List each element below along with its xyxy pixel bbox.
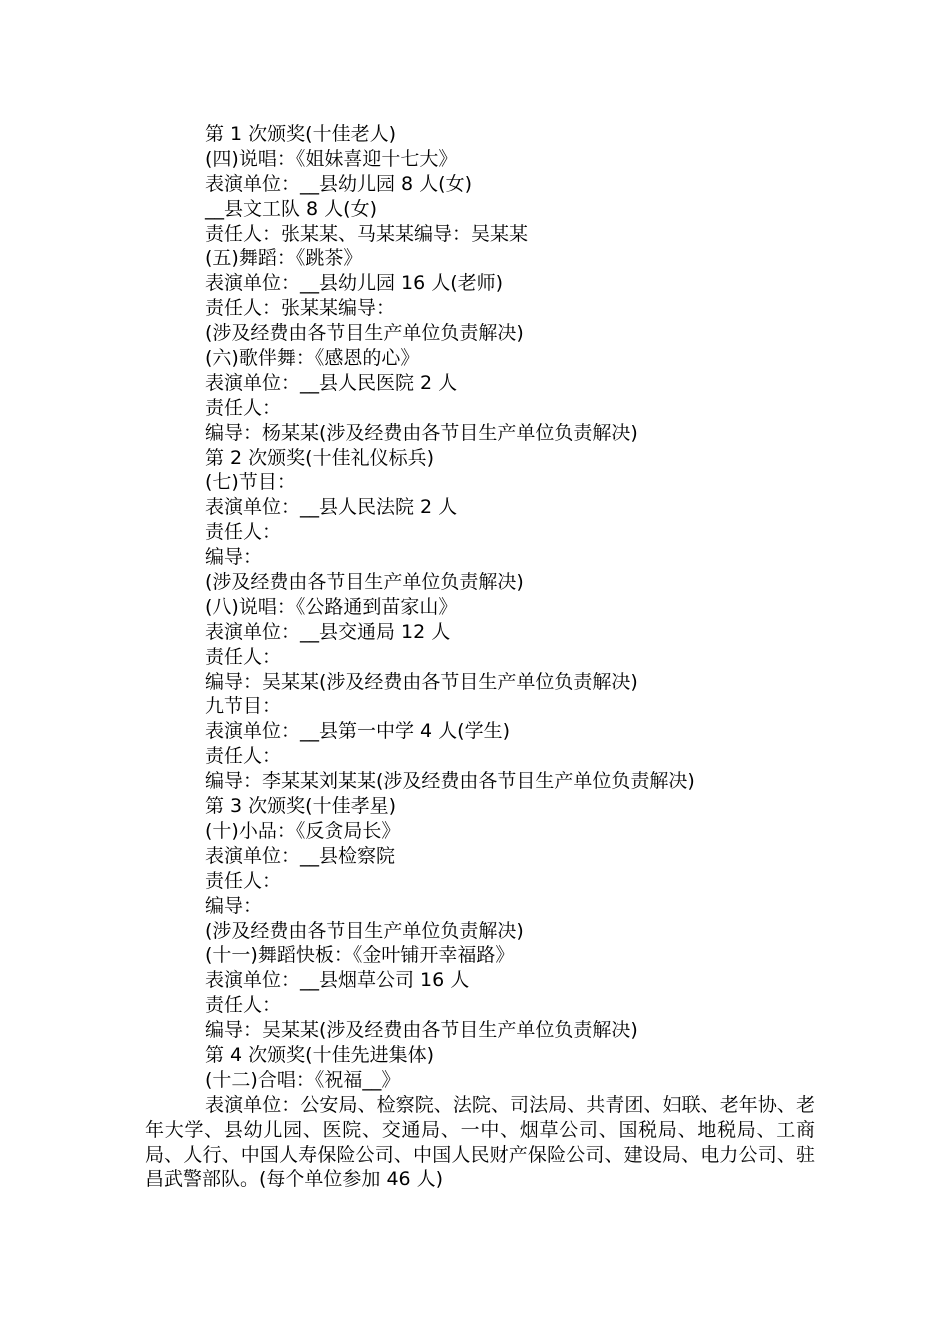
text-line: (涉及经费由各节目生产单位负责解决) [205,919,524,942]
text-line: 表演单位：__县幼儿园 8 人(女) [205,172,472,195]
text-line: __县文工队 8 人(女) [205,197,377,220]
text-line: 第 2 次颁奖(十佳礼仪标兵) [205,446,434,469]
text-line: 编导： [205,894,263,917]
text-line: 九节目： [205,695,282,718]
text-line: 表演单位：__县人民医院 2 人 [205,371,458,394]
text-line: 责任人： [205,396,282,419]
text-line: (六)歌伴舞：《感恩的心》 [205,347,420,370]
text-line: (四)说唱：《姐妹喜迎十七大》 [205,147,458,170]
text-line: 责任人：张某某、马某某编导：吴某某 [205,222,529,245]
text-line: 编导：李某某刘某某(涉及经费由各节目生产单位负责解决) [205,770,695,793]
text-line: 编导：吴某某(涉及经费由各节目生产单位负责解决) [205,670,638,693]
text-line: 第 4 次颁奖(十佳先进集体) [205,1043,434,1066]
text-line: 表演单位：__县幼儿园 16 人(老师) [205,272,504,295]
text-line: 表演单位：__县交通局 12 人 [205,620,451,643]
text-line: 责任人： [205,869,282,892]
text-line: (七)节目： [205,471,296,494]
document-body [145,122,815,1192]
text-line: (十一)舞蹈快板：《金叶铺开幸福路》 [205,944,515,967]
text-line: 责任人： [205,745,282,768]
text-line: (十)小品：《反贪局长》 [205,819,401,842]
text-line: 编导：杨某某(涉及经费由各节目生产单位负责解决) [205,421,638,444]
text-line: 责任人： [205,645,282,668]
text-line: (五)舞蹈：《跳茶》 [205,247,363,270]
text-line: 责任人： [205,521,282,544]
text-line: 编导： [205,546,263,569]
text-line: (八)说唱：《公路通到苗家山》 [205,595,458,618]
text-line: (十二)合唱：《祝福__》 [205,1068,401,1091]
text-line: 表演单位：__县人民法院 2 人 [205,496,458,519]
performers-paragraph: 表演单位：公安局、检察院、法院、司法局、共青团、妇联、老年协、老年大学、县幼儿园、医院、交通局、一中、烟草公司、国税局、地税局、工商局、人行、中国人寿保险公司、中国人民财产保险公司、建设局、电力公司、驻昌武警部队。(每个单位参加 46 人) [145,1093,815,1191]
text-line: 第 3 次颁奖(十佳孝星) [205,795,396,818]
text-line: (涉及经费由各节目生产单位负责解决) [205,322,524,345]
text-line: 表演单位：__县检察院 [205,844,396,867]
text-line: 责任人： [205,994,282,1017]
text-line: 表演单位：__县第一中学 4 人(学生) [205,720,510,743]
text-line: 编导：吴某某(涉及经费由各节目生产单位负责解决) [205,1019,638,1042]
text-line: 第 1 次颁奖(十佳老人) [205,123,396,145]
text-line: (涉及经费由各节目生产单位负责解决) [205,571,524,594]
text-line: 责任人：张某某编导： [205,297,396,320]
text-line: 表演单位：__县烟草公司 16 人 [205,969,470,992]
